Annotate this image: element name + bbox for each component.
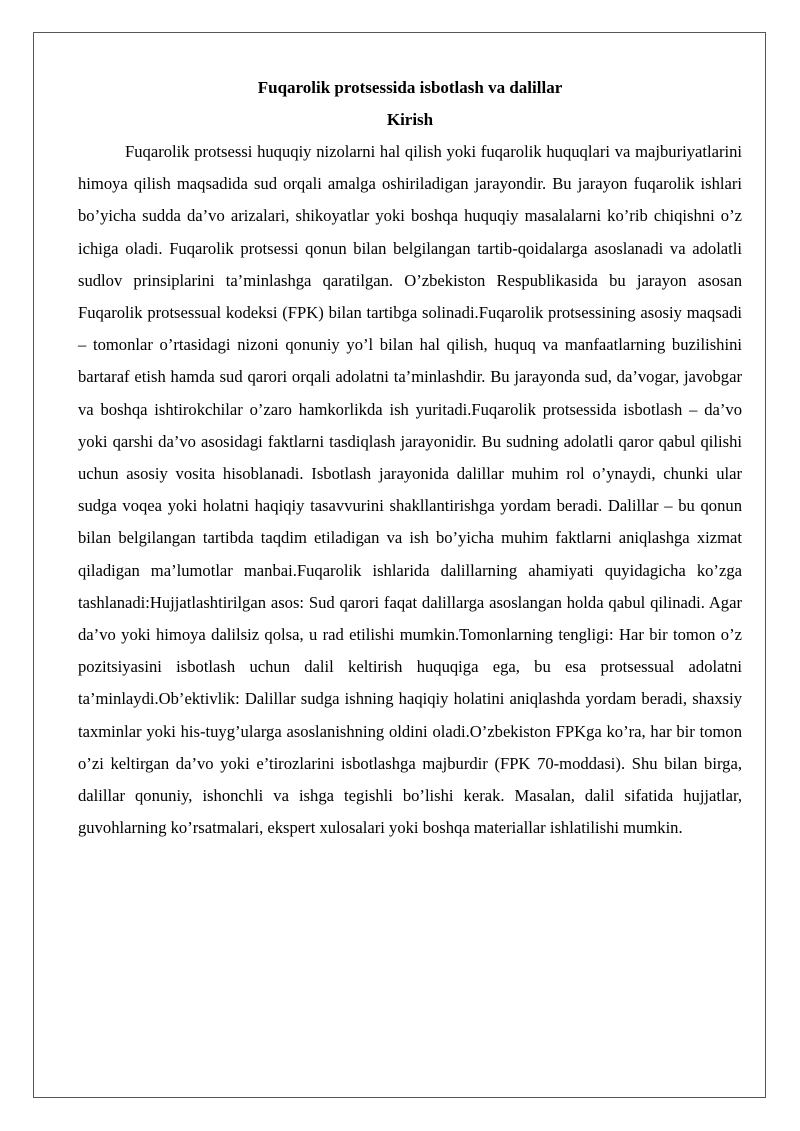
document-body	[78, 72, 742, 844]
body-paragraph: Fuqarolik protsessi huquqiy nizolarni hal qilish yoki fuqarolik huquqlari va majburiyatlarini himoya qilish maqsadida sud orqali amalga oshiriladigan jarayondir. Bu jarayon fuqarolik ishlari bo’yicha sudda da’vo arizalari, shikoyatlar yoki boshqa huquqiy masalalarni ko’rib chiqishni o’z ichiga oladi. Fuqarolik protsessi qonun bilan belgilangan tartib-qoidalarga asoslanadi va adolatli sudlov prinsiplarini ta’minlashga qaratilgan. O’zbekiston Respublikasida bu jarayon asosan Fuqarolik protsessual kodeksi (FPK) bilan tartibga solinadi.Fuqarolik protsessining asosiy maqsadi – tomonlar o’rtasidagi nizoni qonuniy yo’l bilan hal qilish, huquq va manfaatlarning buzilishini bartaraf etish hamda sud qarori orqali adolatni ta’minlashdir. Bu jarayonda sud, da’vogar, javobgar va boshqa ishtirokchilar o’zaro hamkorlikda ish yuritadi.Fuqarolik protsessida isbotlash – da’vo yoki qarshi da’vo asosidagi faktlarni tasdiqlash jarayonidir. Bu sudning adolatli qaror qabul qilishi uchun asosiy vosita hisoblanadi. Isbotlash jarayonida dalillar muhim rol o’ynaydi, chunki ular sudga voqea yoki holatni haqiqiy tasavvurini shakllantirishga yordam beradi. Dalillar – bu qonun bilan belgilangan tartibda taqdim etiladigan va ish bo’yicha muhim faktlarni aniqlashga xizmat qiladigan ma’lumotlar manbai.Fuqarolik ishlarida dalillarning ahamiyati quyidagicha ko’zga tashlanadi:Hujjatlashtirilgan asos: Sud qarori faqat dalillarga asoslangan holda qabul qilinadi. Agar da’vo yoki himoya dalilsiz qolsa, u rad etilishi mumkin.Tomonlarning tengligi: Har bir tomon o’z pozitsiyasini isbotlash uchun dalil keltirish huquqiga ega, bu esa protsessual adolatni ta’minlaydi.Ob’ektivlik: Dalillar sudga ishning haqiqiy holatini aniqlashda yordam beradi, shaxsiy taxminlar yoki his-tuyg’ularga asoslanishning oldini oladi.O’zbekiston FPKga ko’ra, har bir tomon o’zi keltirgan da’vo yoki e’tirozlarini isbotlashga majburdir (FPK 70-moddasi). Shu bilan birga, dalillar qonuniy, ishonchli va ishga tegishli bo’lishi kerak. Masalan, dalil sifatida hujjatlar, guvohlarning ko’rsatmalari, ekspert xulosalari yoki boshqa materiallar ishlatilishi mumkin.	[78, 142, 742, 838]
section-heading-introduction: Kirish	[386, 110, 434, 129]
document-title: Fuqarolik protsessida isbotlash va dalillar	[257, 78, 563, 97]
